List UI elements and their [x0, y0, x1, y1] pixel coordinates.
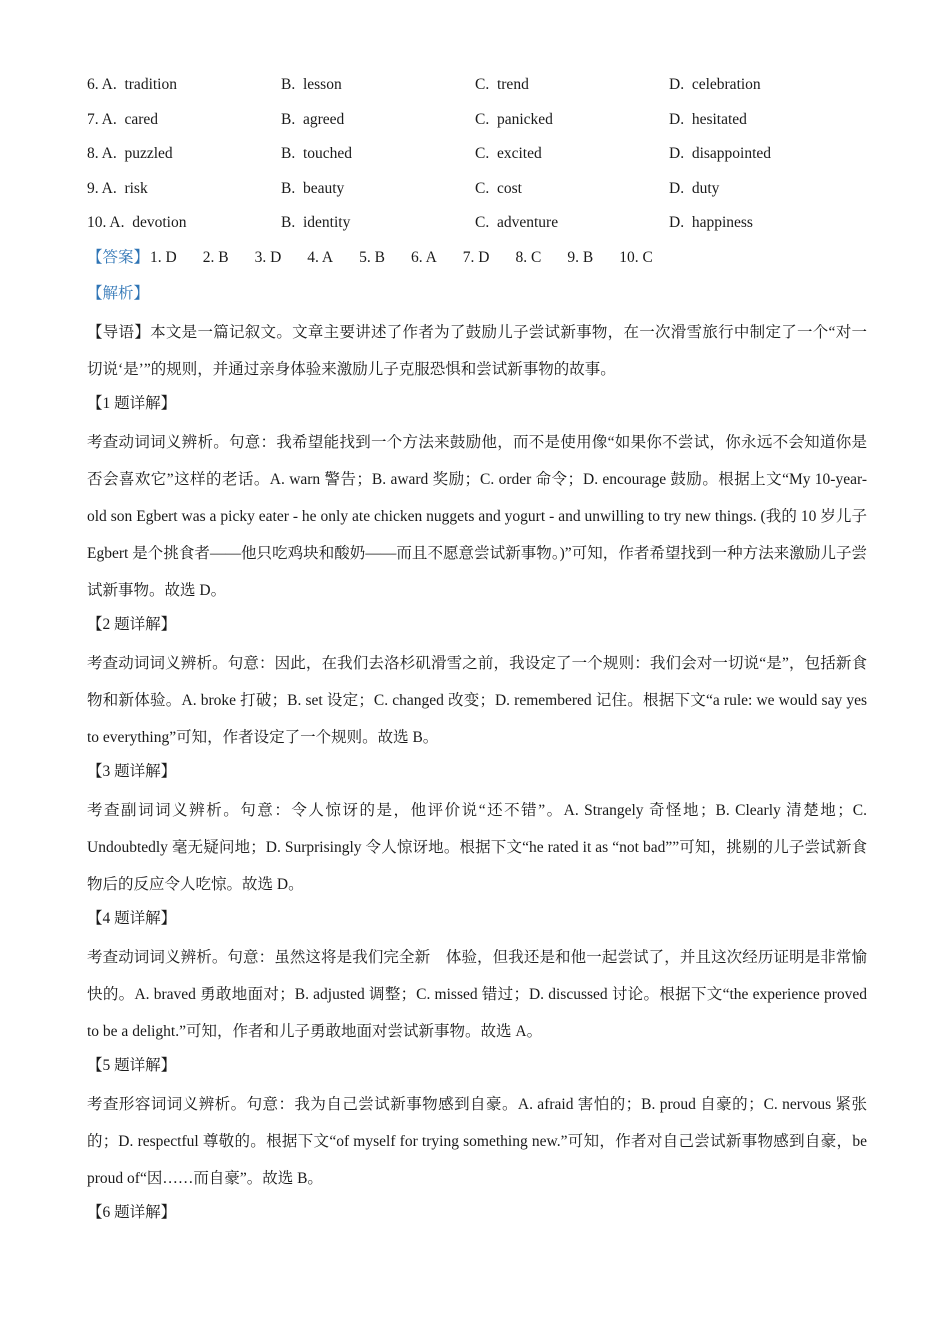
option-b: beauty [302, 179, 345, 197]
option-row-9: 9. A. risk B. beauty C. cost D. duty [87, 179, 720, 197]
answer-item: 5. B [359, 248, 385, 266]
answer-item: 2. B [202, 248, 229, 266]
section-text: 考查动词词义辨析。句意：我希望能找到一个方法来鼓励他，而不是使用像“如果你不尝试，你永远不会知道你是否会喜欢它”这样的老话。A. warn 警告；B. award 奖励；C. order 命令；D. encourage 鼓励。根据上文“My 10-year-old son Egbert was a picky eater - he only ate chicken nuggets and yogurt - and unwilling to try new things. (我的 10 岁儿子 Egbert 是个挑食者——他只吃鸡块和酸奶——而且不愿意尝试新事物。)”可知，作者希望找到一种方法来激励儿子尝试新事物。故选 D。 [87, 433, 867, 599]
option-c: cost [496, 179, 522, 197]
answer-item: 7. D [462, 248, 490, 266]
option-a: risk [124, 179, 148, 197]
option-row-7: 7. A. cared B. agreed C. panicked D. hesitated [87, 110, 747, 128]
option-d: happiness [691, 214, 753, 232]
answer-item: 1. D [150, 248, 177, 266]
answer-item: 8. C [515, 248, 542, 266]
option-b: identity [302, 214, 351, 232]
option-row-10: 10. A. devotion B. identity C. adventure D. happiness [87, 214, 753, 232]
option-b: agreed [302, 110, 345, 128]
answer-label: 【答案】 [87, 248, 150, 266]
option-d: celebration [691, 76, 761, 93]
analysis-label: 【解析】 [87, 284, 150, 302]
section-heading: 【1 题详解】 [87, 394, 177, 412]
section-text: 考查动词词义辨析。句意：因此，在我们去洛杉矶滑雪之前，我设定了一个规则：我们会对一切说“是”，包括新食物和新体验。A. broke 打破；B. set 设定；C. changed 改变；D. remembered 记住。根据下文“a rule: we would say yes to everything”可知，作者设定了一个规则。故选 B。 [87, 654, 867, 746]
section-text: 考查形容词词义辨析。句意：我为自己尝试新事物感到自豪。A. afraid 害怕的；B. proud 自豪的；C. nervous 紧张的；D. respectful 尊敬的。根据下文“of myself for trying something new.”可知，作者对自己尝试新事物感到自豪，be proud of“因……而自豪”。故选 B。 [87, 1095, 867, 1187]
section-heading: 【6 题详解】 [87, 1203, 177, 1221]
section-heading: 【5 题详解】 [87, 1056, 177, 1074]
answer-item: 4. A [307, 248, 334, 266]
option-row-6: 6. A. tradition B. lesson C. trend D. celebration [87, 76, 761, 93]
option-c: trend [496, 76, 529, 93]
option-b: touched [302, 145, 353, 163]
answer-item: 10. C [619, 248, 653, 266]
section-text: 考查动词词义辨析。句意：虽然这将是我们完全新 体验，但我还是和他一起尝试了，并且这次经历证明是非常愉快的。A. braved 勇敢地面对；B. adjusted 调整；C. missed 错过；D. discussed 讨论。根据下文“the experience proved to be a delight.”可知，作者和儿子勇敢地面对尝试新事物。故选 A。 [87, 948, 867, 1040]
option-d: disappointed [691, 145, 772, 163]
option-c: panicked [496, 110, 553, 128]
answer-item: 3. D [254, 248, 282, 266]
option-a: cared [124, 110, 159, 128]
option-d: hesitated [691, 110, 747, 128]
document-page [87, 70, 867, 1233]
section-heading: 【4 题详解】 [87, 909, 177, 927]
section-text: 考查副词词义辨析。句意：令人惊讶的是，他评价说“还不错”。A. Strangely 奇怪地；B. Clearly 清楚地；C. Undoubtedly 毫无疑问地；D. Surprisingly 令人惊讶地。根据下文“he rated it as “not bad””可知，挑剔的儿子尝试新食物后的反应令人吃惊。故选 D。 [87, 801, 867, 893]
option-a: devotion [132, 214, 187, 232]
option-d: duty [691, 179, 720, 197]
option-c: adventure [496, 214, 559, 232]
option-b: lesson [302, 76, 342, 93]
answer-item: 9. B [567, 248, 594, 266]
option-row-8: 8. A. puzzled B. touched C. excited D. disappointed [87, 145, 772, 163]
intro-paragraph: 【导语】本文是一篇记叙文。文章主要讲述了作者为了鼓励儿子尝试新事物，在一次滑雪旅行中制定了一个“对一切说‘是’”的规则，并通过亲身体验来激励儿子克服恐惧和尝试新事物的故事。 [87, 323, 867, 378]
option-a: puzzled [124, 145, 173, 163]
option-a: tradition [124, 76, 177, 93]
section-heading: 【2 题详解】 [87, 615, 177, 633]
answer-row [87, 243, 867, 278]
answer-item: 6. A [410, 248, 437, 266]
section-heading: 【3 题详解】 [87, 762, 177, 780]
option-c: excited [496, 145, 542, 163]
